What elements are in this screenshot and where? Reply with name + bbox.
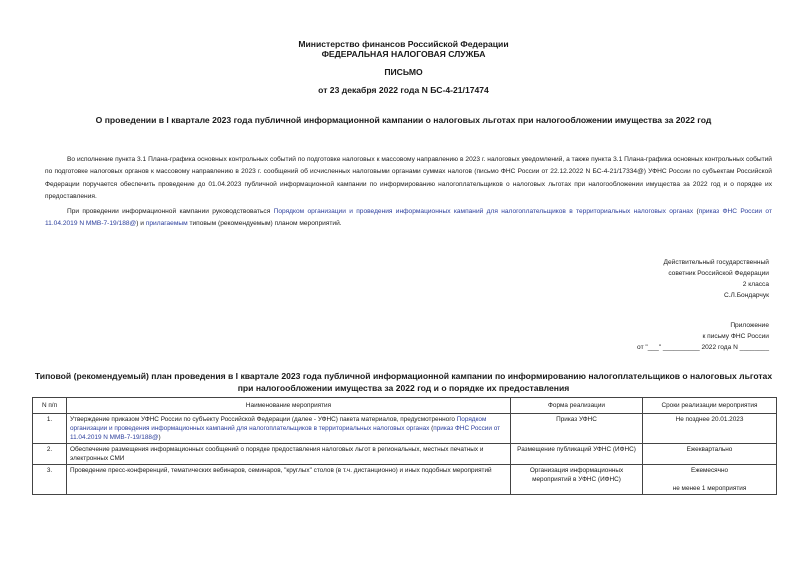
service-heading: ФЕДЕРАЛЬНАЯ НАЛОГОВАЯ СЛУЖБА xyxy=(321,49,486,59)
appendix-ref: к письму ФНС России xyxy=(702,333,769,340)
appendix-date-line: от "___" __________ 2022 года N ________ xyxy=(637,344,769,351)
table-row xyxy=(33,465,777,495)
row-num: 2. xyxy=(33,444,67,465)
row-term-note: не менее 1 мероприятия xyxy=(672,485,747,492)
row-term: Не позднее 20.01.2023 xyxy=(643,414,777,444)
signature-line-1: Действительный государственный xyxy=(663,259,769,266)
p2-text-b: ( xyxy=(693,208,699,215)
plan-title: Типовой (рекомендуемый) план проведения в I квартале 2023 года публичной информационной кампании по информированию налогоплательщиков о налоговых льготах при налогообложении имущества за 2022 год и о порядке их предоставления xyxy=(34,371,773,393)
row-name-paren: ( xyxy=(429,425,434,432)
row-num: 3. xyxy=(33,465,67,495)
signature-name: С.Л.Бондарчук xyxy=(723,292,769,299)
p2-text-d: типовым (рекомендуемым) планом мероприятий. xyxy=(187,220,342,228)
row-name: Проведение пресс-конференций, тематических вебинаров, семинаров, "круглых" столов (в т.ч. дистанционно) и иных подобных мероприятий xyxy=(67,465,511,495)
order-link[interactable]: приказ ФНС России от 11.04.2019 N ММВ-7-19/188@ xyxy=(45,208,772,228)
appendix-block xyxy=(549,320,769,353)
row-form: Размещение публикаций УФНС (ИФНС) xyxy=(511,444,643,465)
signature-line-3: 2 класса xyxy=(742,281,769,288)
col-header-term: Сроки реализации мероприятия xyxy=(643,398,777,414)
row-form: Приказ УФНС xyxy=(511,414,643,444)
ministry-heading: Министерство финансов Российской Федерации xyxy=(298,39,509,49)
row-term: Ежеквартально xyxy=(643,444,777,465)
table-header-row xyxy=(33,398,777,414)
body-paragraph-2 xyxy=(45,206,772,231)
signature-line-2: советник Российской Федерации xyxy=(668,270,769,277)
col-header-name: Наименование мероприятия xyxy=(67,398,511,414)
body-paragraph-1: Во исполнение пункта 3.1 Плана-графика основных контрольных событий по подготовке налоговых к массовому направлению в 2023 г. налоговых уведомлений, а также пункта 3.1 Плана-графика основных контрольных событий по подготовке налоговых органов к массовому направлению в 2023 г. сообщений об исчисленных налоговыми органами суммах налогов (письмо ФНС России от 22.12.2022 N БС-4-21/17334@) УФНС России по субъектам Российской Федерации поручается обеспечить проведение до 01.04.2023 публичной информационной кампании по информированию налогоплательщиков о налоговых льготах при налогообложении имущества за 2022 год и о порядке их предоставления. xyxy=(45,156,772,201)
row-num: 1. xyxy=(33,414,67,444)
row-name-close: ) xyxy=(158,434,161,441)
table-row xyxy=(33,444,777,465)
attached-plan-link[interactable]: прилагаемым xyxy=(145,220,188,228)
letter-subject: О проведении в I квартале 2023 года публичной информационной кампании о налоговых льготах при налогообложении имущества за 2022 год xyxy=(95,115,712,125)
plan-table xyxy=(32,397,777,495)
row-term-main: Ежемесячно xyxy=(690,467,729,474)
row-name: Обеспечение размещения информационных сообщений о порядке предоставления налоговых льгот в региональных, местных печатных и электронных СМИ xyxy=(67,444,511,465)
col-header-num: N п/п xyxy=(33,398,67,414)
row-order-link[interactable]: приказ ФНС России от 11.04.2019 N ММВ-7-19/188@ xyxy=(70,425,501,441)
row-form: Организация информационных мероприятий в УФНС (ИФНС) xyxy=(511,465,643,495)
appendix-label: Приложение xyxy=(730,322,769,329)
row-procedure-link[interactable]: Порядком организации и проведения информационных кампаний для налогоплательщиков в территориальных налоговых органах xyxy=(70,416,487,432)
p2-text-c: ) и xyxy=(136,220,146,228)
row-name-text: Утверждение приказом УФНС России по субъекту Российской Федерации (далее - УФНС) пакета материалов, предусмотренного xyxy=(70,416,457,423)
p2-text-a: При проведении информационной кампании руководствоваться xyxy=(67,208,274,215)
table-row xyxy=(33,414,777,444)
row-name xyxy=(67,414,511,444)
doc-type: ПИСЬМО xyxy=(384,67,423,77)
col-header-form: Форма реализации xyxy=(511,398,643,414)
procedure-link[interactable]: Порядком организации и проведения информационных кампаний для налогоплательщиков в территориальных налоговых органах xyxy=(273,208,694,215)
row-term xyxy=(643,465,777,495)
doc-date: от 23 декабря 2022 года N БС-4-21/17474 xyxy=(318,85,489,95)
signature-block xyxy=(549,257,769,301)
